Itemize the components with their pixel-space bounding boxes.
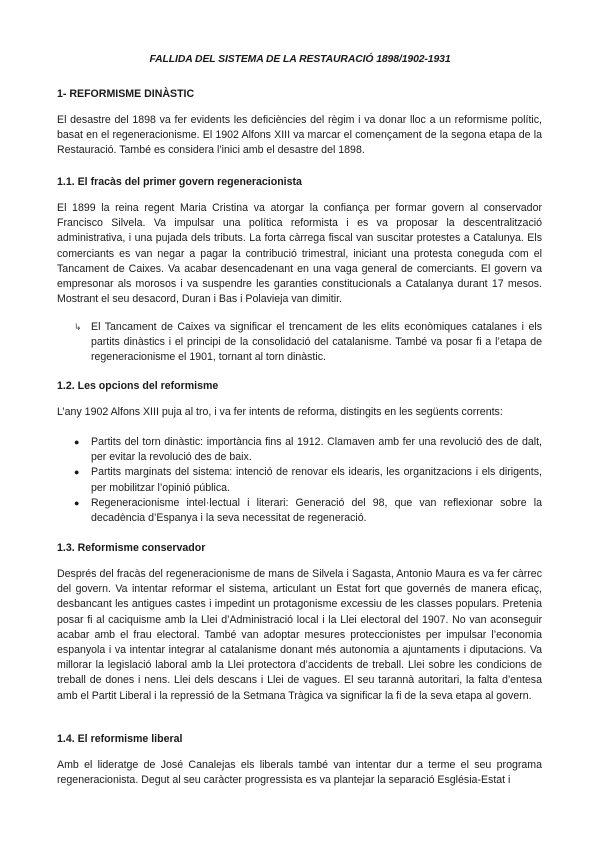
section-1-intro: El desastre del 1898 va fer evidents les deficiències del règim i va donar lloc a un reformisme polític, basat en el regeneracionisme. El 1902 Alfons XIII va marcar el començament de la segona etapa de la Restauració. També es considera l’inici amb el desastre del 1898. [57,114,542,157]
bullet-icon: ● [74,467,80,478]
arrow-note-icon: ↳ [74,322,82,332]
section-1-2-list [74,435,542,526]
list-item [74,465,542,495]
section-1-2-intro: L’any 1902 Alfons XIII puja al tro, i va fer intents de reforma, distingits en les següents corrents: [57,406,503,418]
note-text: El Tancament de Caixes va significar el trencament de les elits econòmiques catalanes i els partits dinàstics i el principi de la consolidació del catalanisme. També va posar fi a l’etapa de regeneracionisme el 1901, tornant al torn dinàstic. [91,321,542,364]
list-item [74,435,542,465]
section-1-4-text: Amb el lideratge de José Canalejas els liberals també van intentar dur a terme el seu programa regeneracionista. Degut al seu caràcter progressista es va plantejar la separació Església-Estat i [57,759,542,787]
section-heading-1-4: 1.4. El reformisme liberal [57,733,183,745]
section-1-1-note-list [74,320,542,366]
section-heading-1: 1- REFORMISME DINÀSTIC [57,88,195,100]
section-heading-1-2: 1.2. Les opcions del reformisme [57,380,219,392]
list-item [74,496,542,526]
section-1-1-text: El 1899 la reina regent Maria Cristina va atorgar la confiança per formar govern al conservador Francisco Silvela. Va impulsar una política reformista i es va proposar la descentralització administrativa, i una pujada dels tributs. La forta càrrega fiscal van suscitar protestes a Catalunya. Els comerciants es van negar a pagar la contribució trimestral, iniciant una protesta coneguda com el Tancament de Caixes. Va acabar desencadenant en una vaga general de comerciants. El govern va empresonar als morosos i va suspendre les garanties constitucionals a Catalanya durant 17 mesos. Mostrant el seu desacord, Duran i Bas i Polavieja van dimitir. [57,202,542,306]
bullet-icon: ● [74,437,80,447]
section-1-3-text: Després del fracàs del regeneracionisme de mans de Silvela i Sagasta, Antonio Maura es va fer càrrec del govern. Va intentar reformar el sistema, articulant un Estat fort que governés de manera eficaç, desbancant les antigues castes i impedint un protagonisme excessiu de les classes populars. Pretenia posar fi al caciquisme amb la Llei d’Administració local i la Llei electoral del 1907. No van aconseguir acabar amb el frau electoral. També van adoptar mesures proteccionistes per impulsar l’economia espanyola i va intentar integrar al catalanisme donant més autonomia a ajuntaments i diputacions. Va millorar la legislació laboral amb la Llei protectora d’accidents de treball. Llei sobre les condicions de treball de dones i nens. Llei dels descans i Llei de vagues. El seu tarannà autoritari, la falta d’entesa amb el Partit Liberal i la repressió de la Setmana Tràgica va significar la fi de la seva etapa al govern. [57,568,542,702]
bullet-icon: ● [74,497,80,508]
section-heading-1-1: 1.1. El fracàs del primer govern regeneracionista [57,176,302,188]
list-item-text: Partits marginats del sistema: intenció de renovar els idearis, les organitzacions i els dirigents, per mobilitzar l’opinió pública. [91,466,542,494]
section-heading-1-3: 1.3. Reformisme conservador [57,542,206,554]
list-item-text: Partits del torn dinàstic: importància fins al 1912. Clamaven amb fer una revolució des de dalt, per evitar la revolució des de baix. [91,436,542,464]
page-title: FALLIDA DEL SISTEMA DE LA RESTAURACIÓ 1898/1902-1931 [149,54,451,65]
list-item-text: Regeneracionisme intel·lectual i literari: Generació del 98, que van reflexionar sobre la decadència d’Espanya i la seva necessitat de regeneració. [91,496,542,525]
list-item [74,320,542,366]
